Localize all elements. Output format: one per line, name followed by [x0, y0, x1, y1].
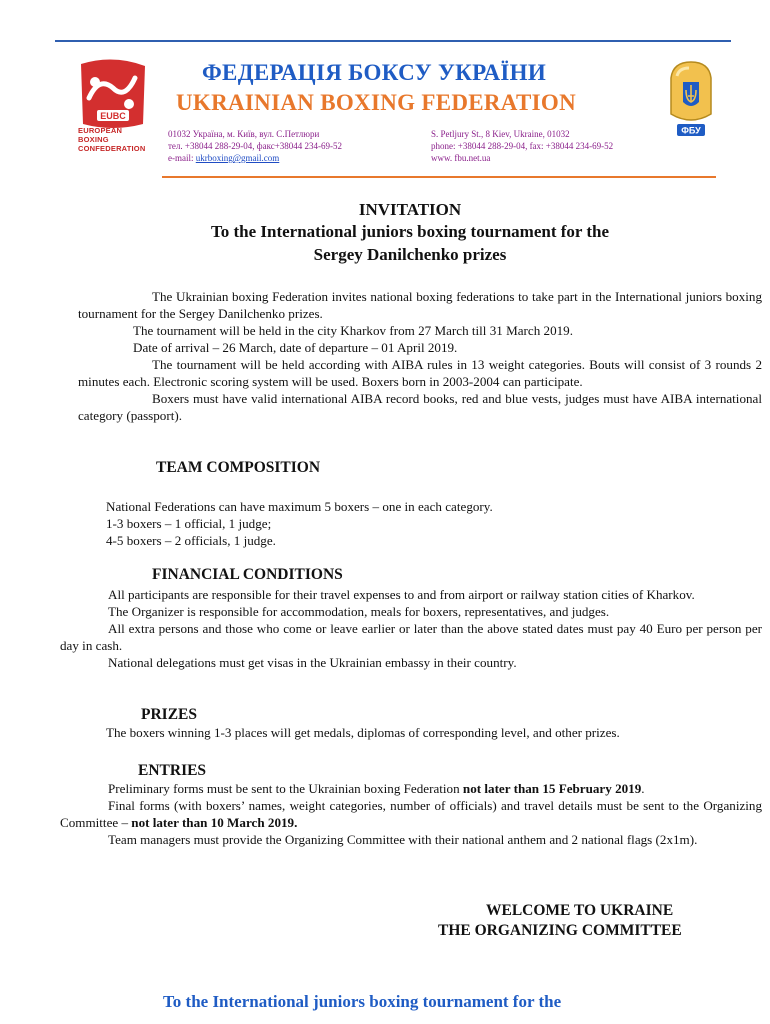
fbu-logo: [663, 60, 719, 146]
section-heading-prizes: PRIZES: [141, 706, 197, 723]
paragraph: Team managers must provide the Organizing Committee with their national anthem and 2 national flags (2x1m).: [108, 832, 698, 847]
entries-text: Final forms (with boxers’ names, weight categories, number of officials) and travel details must be sent to the Organizing Committee –: [60, 798, 762, 830]
paragraph: [60, 797, 762, 831]
paragraph: [60, 780, 762, 797]
paragraph: All extra persons and those who come or leave earlier or later than the above stated dates must pay 40 Euro per person per day in cash.: [60, 621, 762, 653]
document-subtitle: To the International juniors boxing tournament for the: [210, 222, 610, 241]
paragraph: Date of arrival – 26 March, date of departure – 01 April 2019.: [133, 340, 458, 355]
contact-email-row: [168, 152, 342, 164]
contact-ua: [168, 128, 342, 164]
paragraph: All participants are responsible for their travel expenses to and from airport or railway station cities of Kharkov.: [108, 587, 695, 602]
contact-website[interactable]: www. fbu.net.ua: [431, 153, 491, 163]
eubc-caption-line: EUROPEAN: [78, 126, 123, 135]
email-label: e-mail:: [168, 153, 196, 163]
contact-address: 01032 Україна, м. Київ, вул. С.Петлюри: [168, 129, 320, 139]
header-divider: [162, 176, 716, 178]
section-heading-entries: ENTRIES: [138, 762, 207, 779]
closing-welcome: WELCOME TO UKRAINE: [486, 902, 674, 919]
eubc-logo-text: EUBC: [100, 111, 126, 121]
contact-address-en: S. Petljury St., 8 Kiev, Ukraine, 01032: [431, 129, 570, 139]
next-page-title: To the International juniors boxing tournament for the: [163, 992, 562, 1011]
prizes-text: The boxers winning 1-3 places will get medals, diplomas of corresponding level, and other prizes.: [106, 725, 620, 740]
intro-section: [78, 288, 762, 424]
financial-section: [60, 586, 762, 671]
team-list: [106, 498, 493, 549]
email-link[interactable]: ukrboxing@gmail.com: [195, 153, 280, 163]
entries-text: Preliminary forms must be sent to the Ukrainian boxing Federation: [108, 781, 463, 796]
entries-text: .: [641, 781, 645, 796]
org-name-ua: ФЕДЕРАЦІЯ БОКСУ УКРАЇНИ: [202, 60, 547, 85]
deadline-preliminary: not later than 15 February 2019: [462, 781, 642, 796]
list-item: 4-5 boxers – 2 officials, 1 judge.: [106, 533, 276, 548]
paragraph: The Ukrainian boxing Federation invites national boxing federations to take part in the International juniors boxing tournament for the Sergey Danilchenko prizes.: [78, 289, 762, 321]
entries-section: [60, 780, 762, 848]
section-heading-team: TEAM COMPOSITION: [156, 459, 321, 476]
org-name-en: UKRAINIAN BOXING FEDERATION: [176, 90, 576, 115]
closing-committee: THE ORGANIZING COMMITTEE: [438, 922, 682, 939]
contact-phone-en: phone: +38044 288-29-04, fax: +38044 234-69-52: [431, 141, 614, 151]
deadline-final: not later than 10 March 2019.: [131, 815, 298, 830]
fbu-logo-text: ФБУ: [681, 125, 701, 136]
document-subtitle-2: Sergey Danilchenko prizes: [313, 245, 507, 264]
eubc-caption-line: BOXING: [78, 135, 109, 144]
list-item: National Federations can have maximum 5 boxers – one in each category.: [106, 499, 493, 514]
contact-en: [431, 128, 613, 164]
list-item: 1-3 boxers – 1 official, 1 judge;: [106, 516, 272, 531]
paragraph: The tournament will be held in the city Kharkov from 27 March till 31 March 2019.: [133, 323, 573, 338]
paragraph: Boxers must have valid international AIBA record books, red and blue vests, judges must have AIBA international category (passport).: [78, 391, 762, 423]
document-title: INVITATION: [358, 200, 462, 219]
top-divider: [55, 40, 731, 42]
paragraph: The tournament will be held according with AIBA rules in 13 weight categories. Bouts will consist of 3 rounds 2 minutes each. Electronic scoring system will be used. Boxers born in 2003-2004 can participate.: [78, 357, 762, 389]
contact-phone: тел. +38044 288-29-04, факс+38044 234-69-52: [168, 141, 343, 151]
paragraph: National delegations must get visas in the Ukrainian embassy in their country.: [108, 655, 517, 670]
eubc-caption-line: CONFEDERATION: [78, 144, 146, 153]
eubc-caption: [78, 126, 145, 153]
paragraph: The Organizer is responsible for accommodation, meals for boxers, representatives, and judges.: [108, 604, 610, 619]
section-heading-financial: FINANCIAL CONDITIONS: [152, 566, 343, 583]
